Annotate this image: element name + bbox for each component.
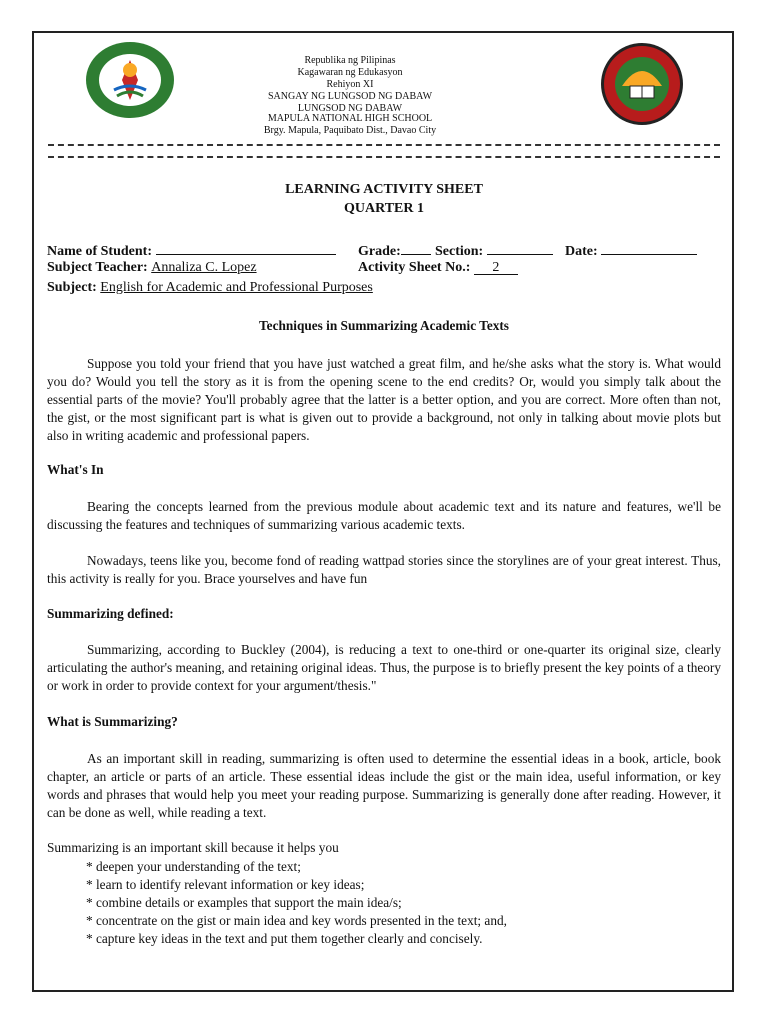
- sheet-no-field: [358, 260, 518, 276]
- sheet-no-label: Activity Sheet No.:: [358, 260, 471, 275]
- date-field: [565, 240, 697, 260]
- davao-division-logo: [84, 40, 176, 120]
- date-label: Date:: [565, 244, 598, 259]
- list-item: * combine details or examples that support the main idea/s;: [86, 894, 507, 912]
- subject-label: Subject:: [47, 280, 97, 295]
- intro-paragraph: Suppose you told your friend that you have just watched a great film, and he/she asks what the story is. What would you do? Would you tell the story as it is from the opening scene to the end credits? Or, would you simply talk about the essential parts of the movie? You'll probably agree that the latter is a better option, and you are correct. More often than not, the gist, or the most significant part is what is given out to provide a background, not only in talking about movie plots but also in writing academic and professional papers.: [47, 356, 721, 443]
- benefits-list: [86, 858, 507, 948]
- student-name-blank: [156, 240, 336, 255]
- what-is-summarizing-heading: What is Summarizing?: [47, 714, 178, 729]
- section-blank: [487, 240, 553, 255]
- summarizing-defined-heading: Summarizing defined:: [47, 606, 174, 621]
- list-item: * learn to identify relevant information or key ideas;: [86, 876, 507, 894]
- section-label: Section:: [435, 244, 484, 259]
- grade-blank: [401, 240, 431, 255]
- teacher-field: [47, 260, 257, 276]
- list-item: * concentrate on the gist or main idea and key words presented in the text; and,: [86, 912, 507, 930]
- sheet-title: LEARNING ACTIVITY SHEET: [285, 182, 483, 197]
- subject-value: English for Academic and Professional Purposes: [100, 280, 373, 295]
- teacher-value: Annaliza C. Lopez: [151, 260, 257, 275]
- student-name-label: Name of Student:: [47, 244, 152, 259]
- header-divider: [48, 144, 720, 158]
- helps-intro: Summarizing is an important skill because it helps you: [47, 840, 339, 855]
- sheet-no-value: 2: [474, 260, 518, 275]
- mapula-nhs-logo: [600, 42, 684, 126]
- whats-in-heading: What's In: [47, 462, 104, 477]
- student-name-field: [47, 240, 336, 260]
- subject-field: [47, 280, 373, 296]
- sheet-quarter: QUARTER 1: [343, 201, 424, 216]
- what-is-summarizing-paragraph: As an important skill in reading, summarizing is often used to determine the essential ideas in a book, article, book chapter, an article or parts of an article. These essential ideas include the gist or the main idea, useful information, or key words and phrases that would help you meet your reading purpose. Summarizing is generally done after reading. However, it can be done as well, while reading a text.: [47, 751, 721, 820]
- whats-in-paragraph-2: Nowadays, teens like you, become fond of reading wattpad stories since the storylines are of your great interest. Thus, this activity is really for you. Brace yourselves and have fun: [47, 553, 721, 586]
- header-city: LUNGSOD NG DABAW: [297, 103, 403, 114]
- header-department: Kagawaran ng Edukasyon: [297, 67, 403, 78]
- header-region: Rehiyon XI: [326, 79, 374, 90]
- header-division: SANGAY NG LUNGSOD NG DABAW: [267, 91, 433, 102]
- list-item: * capture key ideas in the text and put them together clearly and concisely.: [86, 930, 507, 948]
- topic-title: Techniques in Summarizing Academic Texts: [259, 318, 509, 333]
- list-item: * deepen your understanding of the text;: [86, 858, 507, 876]
- grade-field: [358, 240, 431, 260]
- header-address: Brgy. Mapula, Paquibato Dist., Davao City: [263, 125, 437, 136]
- section-field: [435, 240, 553, 260]
- date-blank: [601, 240, 697, 255]
- grade-label: Grade:: [358, 244, 401, 259]
- summarizing-defined-paragraph: Summarizing, according to Buckley (2004), is reducing a text to one-third or one-quarter its original size, clearly articulating the author's meaning, and retaining original ideas. Thus, the purpose is to briefly present the key points of a theory or work in order to provide context for your argument/thesis.": [47, 642, 721, 693]
- header-school: MAPULA NATIONAL HIGH SCHOOL: [267, 113, 433, 124]
- whats-in-paragraph-1: Bearing the concepts learned from the previous module about academic text and its nature and features, we'll be discussing the features and techniques of summarizing various academic texts.: [47, 499, 721, 532]
- header-republic: Republika ng Pilipinas: [304, 55, 396, 66]
- teacher-label: Subject Teacher:: [47, 260, 148, 275]
